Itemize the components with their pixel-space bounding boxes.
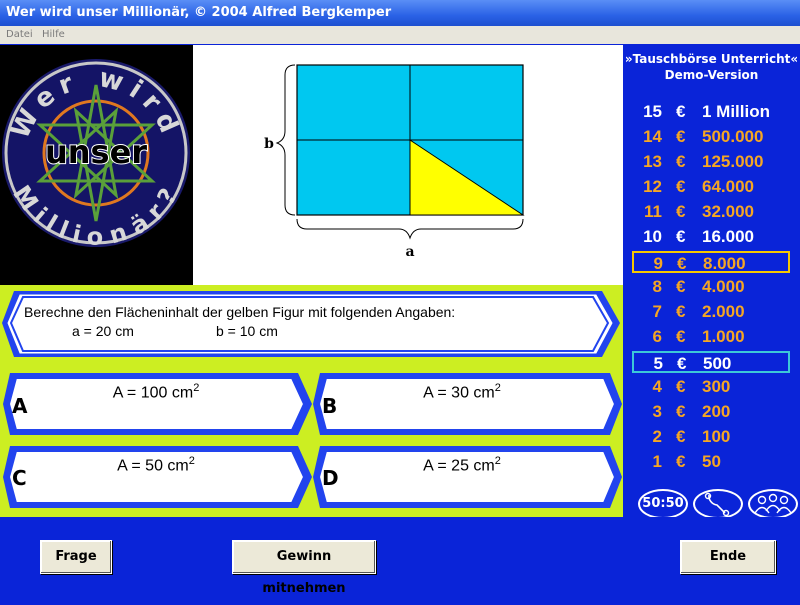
joker-fifty-fifty[interactable]: 50:50: [638, 489, 688, 519]
prize-level-15: 15 € 1 Million: [643, 102, 770, 121]
millionaire-logo: [0, 45, 193, 285]
logo-panel: [0, 45, 193, 285]
question-line: Berechne den Flächeninhalt der gelben Figur mit folgenden Angaben:: [24, 304, 456, 320]
figure-label-b: b: [264, 136, 274, 152]
answer-letter-a: A: [12, 394, 28, 418]
menu-hilfe[interactable]: Hilfe: [42, 29, 65, 40]
prize-level-6: 6 € 1.000: [652, 327, 745, 346]
prize-level-2: 2 € 100: [652, 427, 731, 446]
prize-level-10: 10 € 16.000: [643, 227, 754, 246]
logo-bottom-text: Millionär?: [7, 180, 185, 251]
prize-ladder-panel: [623, 45, 800, 517]
prize-level-9-current: 9 € 8.000: [632, 251, 790, 273]
joker-phone[interactable]: [693, 489, 743, 519]
prize-level-1: 1 € 50: [652, 452, 721, 471]
prize-level-4: 4 € 300: [652, 377, 731, 396]
answer-text-a: A = 100 $cm^2$: [112, 382, 200, 402]
gewinn-mitnehmen-button[interactable]: Gewinn mitnehmen: [232, 540, 376, 574]
window-title: Wer wird unser Millionär, © 2004 Alfred Bergkemper: [0, 0, 800, 26]
figure-label-a: a: [405, 244, 415, 260]
prize-level-12: 12 € 64.000: [643, 177, 754, 196]
question-figure: [193, 45, 623, 285]
menu-bar: [0, 26, 800, 44]
frage-button[interactable]: Frage: [40, 540, 112, 574]
answer-text-d: A = 25 $cm^2$: [423, 455, 501, 475]
answer-letter-b: B: [322, 394, 338, 418]
prize-level-5-safe: 5 € 500: [632, 351, 790, 373]
prize-level-3: 3 € 200: [652, 402, 731, 421]
sidebar-title: »Tauschbörse Unterricht«: [624, 52, 799, 66]
question-text: [24, 304, 456, 339]
logo-top-text: Wer wird: [5, 63, 187, 144]
phone-icon: [695, 491, 741, 517]
answer-letter-d: D: [322, 466, 339, 490]
question-given-a: a = 20 cm: [72, 323, 134, 339]
answer-letter-c: C: [12, 466, 27, 490]
prize-level-11: 11 € 32.000: [644, 202, 754, 221]
question-given-b: b = 10 cm: [216, 323, 278, 339]
audience-icon: [750, 491, 796, 517]
prize-level-8: 8 € 4.000: [652, 277, 745, 296]
sidebar-subtitle: Demo-Version: [664, 68, 759, 82]
logo-center-text: unser: [44, 133, 148, 171]
ende-button[interactable]: Ende: [680, 540, 776, 574]
joker-audience[interactable]: [748, 489, 798, 519]
answer-text-c: A = 50 $cm^2$: [117, 455, 195, 475]
menu-datei[interactable]: Datei: [6, 29, 33, 40]
prize-level-7: 7 € 2.000: [652, 302, 745, 321]
answer-text-b: A = 30 $cm^2$: [423, 382, 501, 402]
prize-level-14: 14 € 500.000: [643, 127, 764, 146]
prize-level-13: 13 € 125.000: [643, 152, 764, 171]
